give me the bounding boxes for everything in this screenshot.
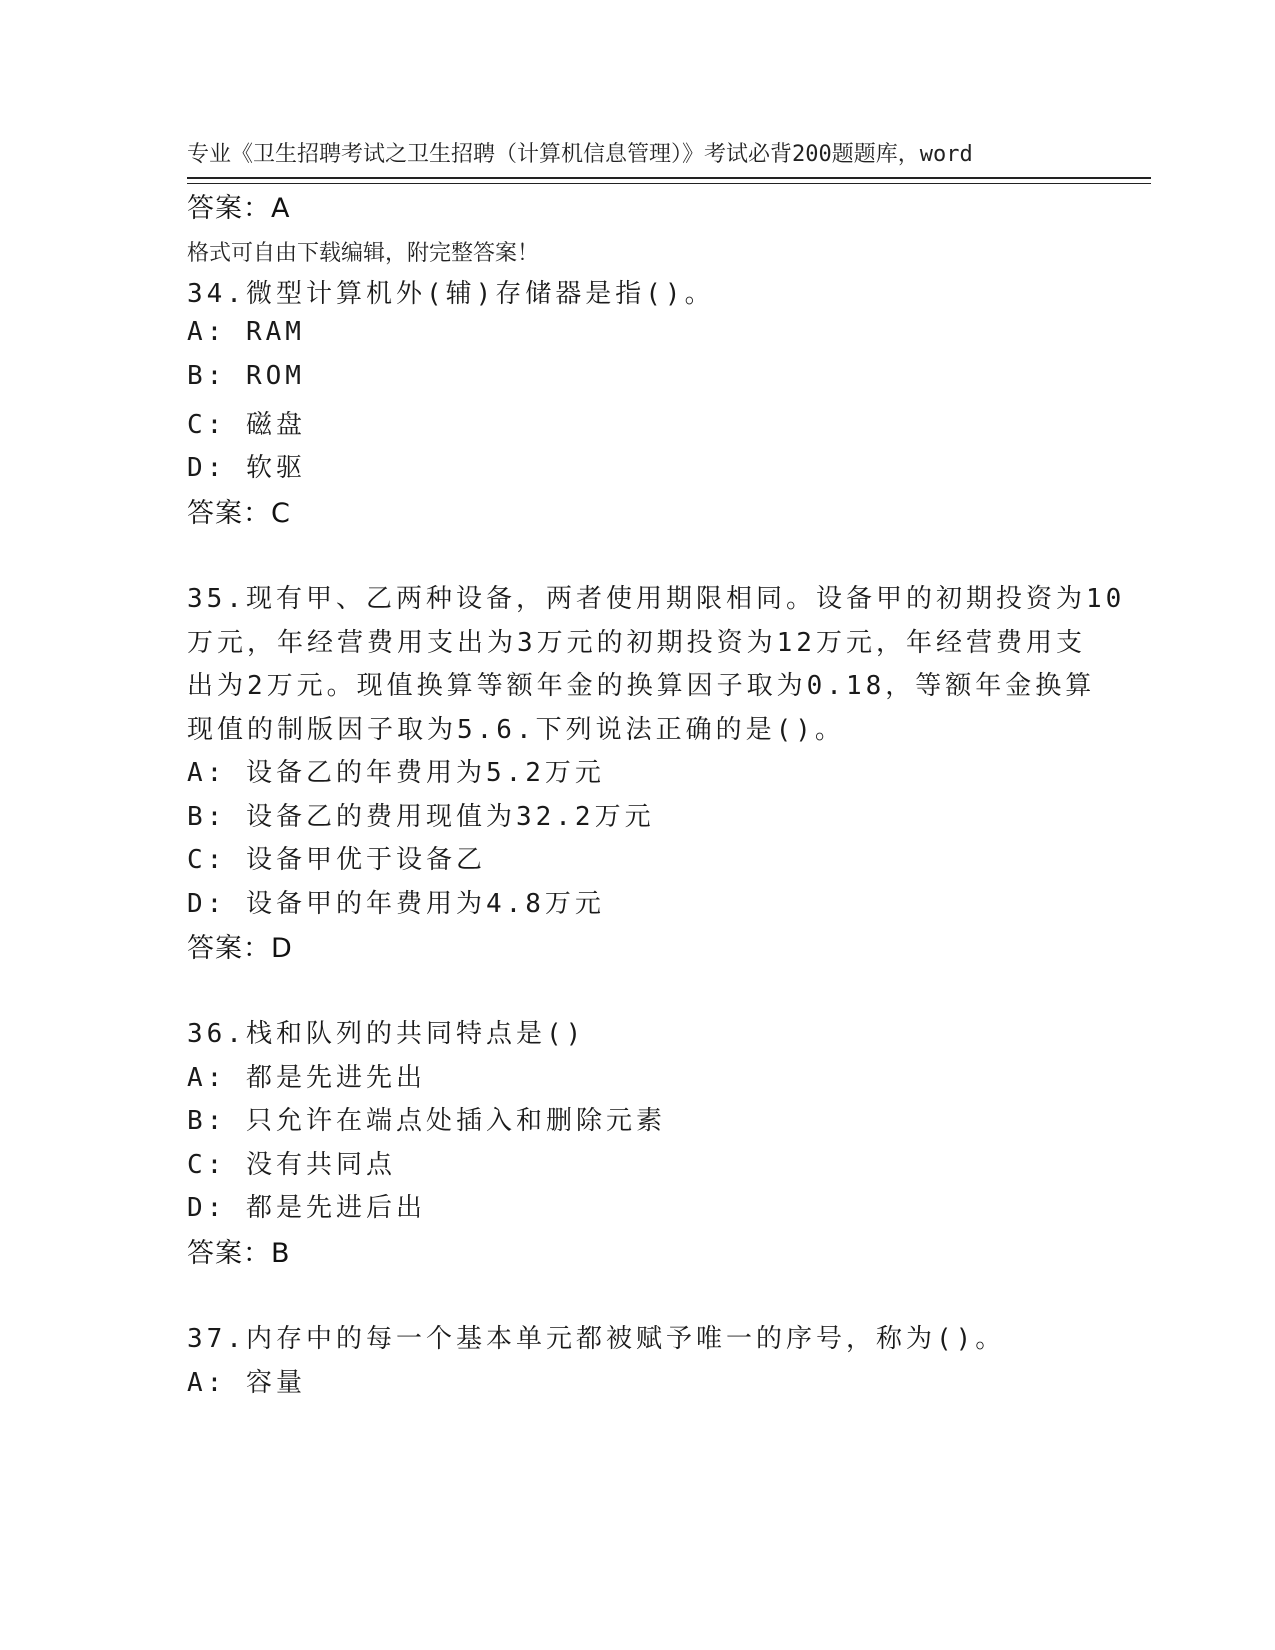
question-37-option-a: A: 容量 bbox=[187, 1368, 306, 1398]
header-rule-thick bbox=[187, 177, 1151, 179]
header-line-2: 格式可自由下载编辑，附完整答案！ bbox=[187, 241, 540, 266]
question-36-option-b: B: 只允许在端点处插入和删除元素 bbox=[187, 1106, 666, 1136]
question-34-option-c: C: 磁盘 bbox=[187, 410, 306, 440]
question-35-stem-line-4: 现值的制版因子取为5.6.下列说法正确的是()。 bbox=[187, 715, 845, 745]
question-35-option-d: D: 设备甲的年费用为4.8万元 bbox=[187, 889, 605, 919]
question-35-option-c: C: 设备甲优于设备乙 bbox=[187, 845, 486, 875]
question-34-option-a: A: RAM bbox=[187, 317, 305, 347]
header-rule-thin bbox=[187, 183, 1151, 184]
answer-34: 答案：C bbox=[187, 498, 291, 529]
question-36-option-a: A: 都是先进先出 bbox=[187, 1063, 426, 1093]
question-34-option-d: D: 软驱 bbox=[187, 453, 306, 483]
question-35-option-a: A: 设备乙的年费用为5.2万元 bbox=[187, 758, 605, 788]
answer-33: 答案：A bbox=[187, 193, 291, 224]
question-34-stem: 34.微型计算机外(辅)存储器是指()。 bbox=[187, 279, 715, 309]
question-35-stem-line-2: 万元，年经营费用支出为3万元的初期投资为12万元，年经营费用支 bbox=[187, 628, 1086, 658]
question-36-option-c: C: 没有共同点 bbox=[187, 1150, 396, 1180]
question-37-stem: 37.内存中的每一个基本单元都被赋予唯一的序号，称为()。 bbox=[187, 1324, 1006, 1354]
question-35-stem-line-3: 出为2万元。现值换算等额年金的换算因子取为0.18，等额年金换算 bbox=[187, 671, 1096, 701]
question-36-option-d: D: 都是先进后出 bbox=[187, 1193, 426, 1223]
question-35-option-b: B: 设备乙的费用现值为32.2万元 bbox=[187, 802, 655, 832]
question-34-option-b: B: ROM bbox=[187, 361, 305, 391]
question-35-stem-line-1: 35.现有甲、乙两种设备，两者使用期限相同。设备甲的初期投资为10 bbox=[187, 584, 1126, 614]
question-36-stem: 36.栈和队列的共同特点是() bbox=[187, 1019, 586, 1049]
answer-36: 答案：B bbox=[187, 1238, 291, 1269]
answer-35: 答案：D bbox=[187, 933, 293, 964]
header-line-1: 专业《卫生招聘考试之卫生招聘（计算机信息管理）》考试必背200题题库，word bbox=[187, 142, 973, 167]
